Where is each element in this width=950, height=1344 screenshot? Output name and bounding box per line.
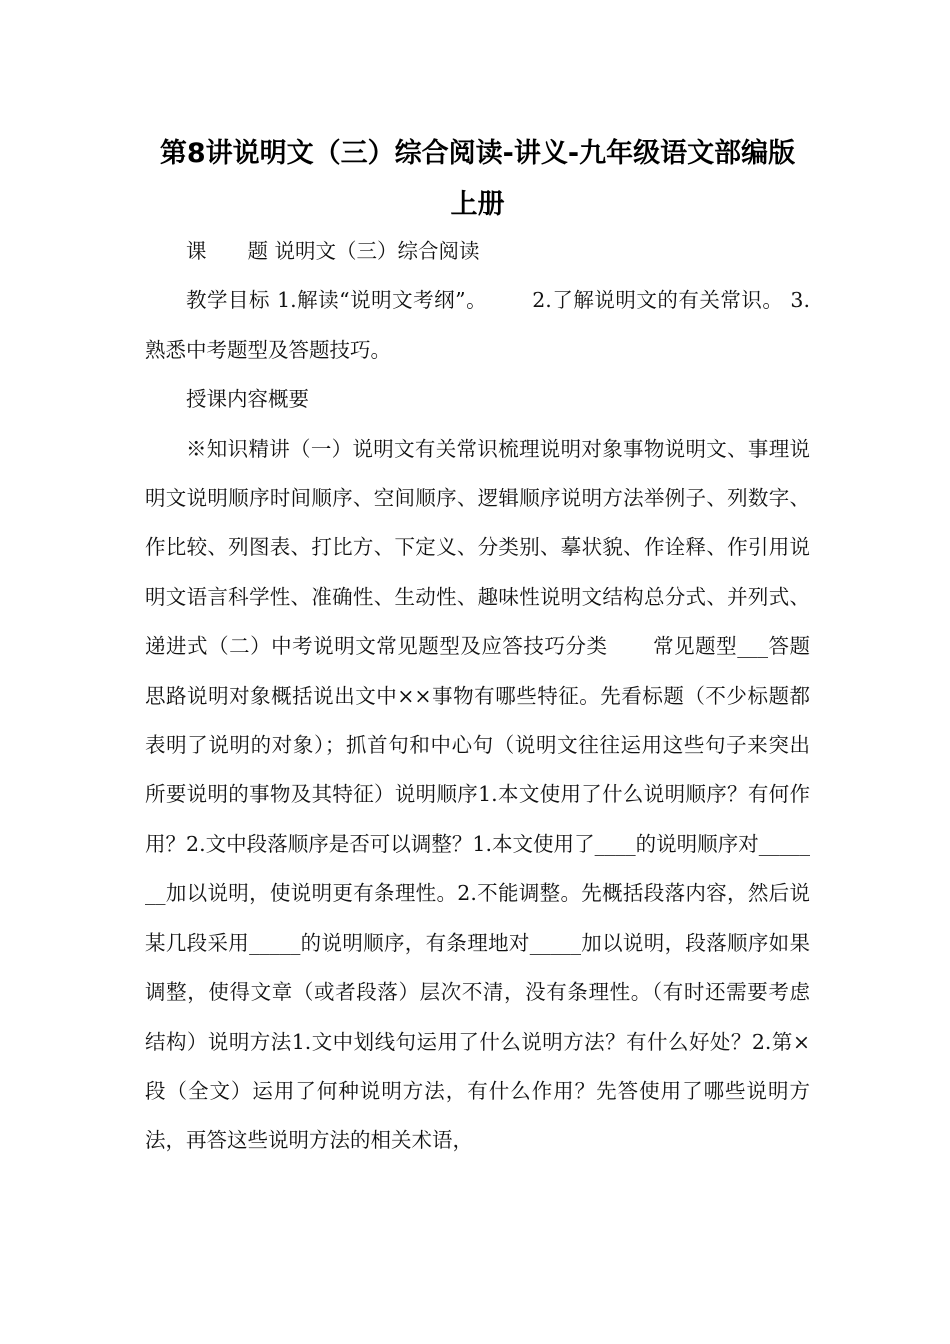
title-line-1: 第8讲说明文（三）综合阅读-讲义-九年级语文部编版 <box>159 138 796 169</box>
objective-3: 3.熟悉中考题型及答题技巧。 <box>145 288 810 362</box>
teaching-objectives <box>145 276 810 375</box>
document-body <box>145 227 810 1166</box>
body-part-1: ※知识精讲（一）说明文有关常识梳理说明对象事物说明文、事理说明文说明顺序时间顺序、空间顺序、逻辑顺序说明方法举例子、列数字、作比较、列图表、打比方、下定义、分类别、摹状貌、作诠释、作引用说明文语言科学性、准确性、生动性、趣味性说明文结构总分式、并列式、递进式（二）中考说明文常见题型及应答技巧分类 <box>145 436 810 659</box>
objective-2: 2.了解说明文的有关常识。 <box>532 288 784 313</box>
document-title <box>145 128 810 230</box>
title-line-2: 上册 <box>450 189 505 220</box>
objectives-label: 教学目标 <box>186 288 271 313</box>
body-paragraph <box>145 425 810 1166</box>
objective-1: 1.解读“说明文考纲”。 <box>277 288 488 313</box>
lesson-topic-line <box>145 227 810 276</box>
lesson-value: 说明文（三）综合阅读 <box>274 239 480 263</box>
body-part-2: 常见题型___答题思路说明对象概括说出文中××事物有哪些特征。先看标题（不少标题都表明了说明的对象）；抓首句和中心句（说明文往往运用这些句子来突出所要说明的事物及其特征）说明顺序1.本文使用了什么说明顺序？有何作用？2.文中段落顺序是否可以调整？1.本文使用了____的说明顺序对_______加以说明，使说明更有条理性。2.不能调整。先概括段落内容，然后说某几段采用_____的说明顺序，有条理地对_____加以说明，段落顺序如果调整，使得文章（或者段落）层次不清，没有条理性。（有时还需要考虑结构）说明方法1.文中划线句运用了什么说明方法？有什么好处？2.第×段（全文）运用了何种说明方法，有什么作用？先答使用了哪些说明方法，再答这些说明方法的相关术语， <box>145 634 811 1153</box>
lesson-label: 课 题 <box>186 239 268 263</box>
summary-heading: 授课内容概要 <box>186 387 309 412</box>
